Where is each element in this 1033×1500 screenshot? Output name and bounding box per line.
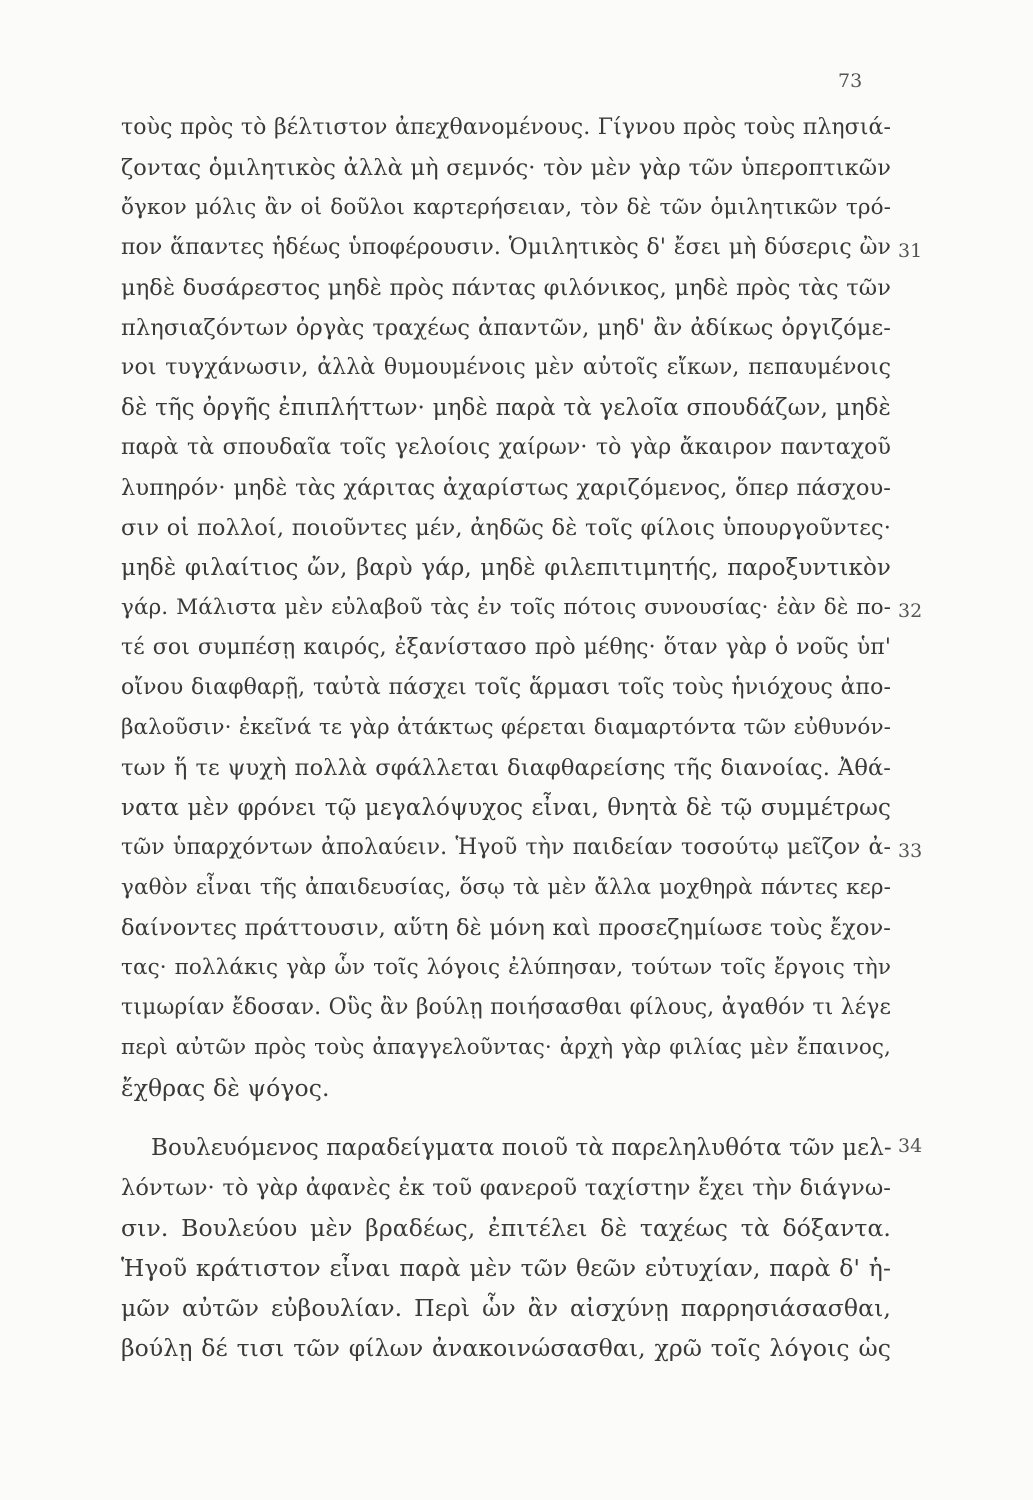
text-line: περὶ αὐτῶν πρὸς τοὺς ἀπαγγελοῦντας· ἀρχὴ γὰρ φιλίας μὲν ἔπαινος, <box>121 1035 891 1060</box>
text-line: των ἥ τε ψυχὴ πολλὰ σφάλλεται διαφθαρείσης τῆς διανοίας. Ἀθά- <box>121 755 891 781</box>
text-line: νοι τυγχάνωσιν, ἀλλὰ θυμουμένοις μὲν αὐτοῖς εἴκων, πεπαυμένοις <box>121 355 891 380</box>
text-line: νατα μὲν φρόνει τῷ μεγαλόψυχος εἶναι, θνητὰ δὲ τῷ συμμέτρως <box>121 795 891 821</box>
text-line: Ἡγοῦ κράτιστον εἶναι παρὰ μὲν τῶν θεῶν εὐτυχίαν, παρὰ δ' ἡ- <box>121 1254 891 1282</box>
text-line: τῶν ὑπαρχόντων ἀπολαύειν. Ἡγοῦ τὴν παιδείαν τοσούτῳ μεῖζον ἀ- <box>121 835 891 860</box>
text-line: οἴνου διαφθαρῇ, ταὐτὰ πάσχει τοῖς ἅρμασι τοῖς τοὺς ἡνιόχους ἀπο- <box>121 675 891 700</box>
text-line: βούλῃ δέ τισι τῶν φίλων ἀνακοινώσασθαι, χρῶ τοῖς λόγοις ὡς <box>121 1334 891 1362</box>
text-line: δαίνοντες πράττουσιν, αὕτη δὲ μόνη καὶ προσεζημίωσε τοὺς ἔχον- <box>121 915 891 941</box>
paragraph-1 <box>121 108 891 1108</box>
text-line: τιμωρίαν ἔδοσαν. Οὓς ἂν βούλῃ ποιήσασθαι φίλους, ἀγαθόν τι λέγε <box>121 995 891 1020</box>
text-line: τέ σοι συμπέσῃ καιρός, ἐξανίστασο πρὸ μέθης· ὅταν γὰρ ὁ νοῦς ὑπ' <box>121 635 891 660</box>
text-line: λυπηρόν· μηδὲ τὰς χάριτας ἀχαρίστως χαριζόμενος, ὅπερ πάσχου- <box>121 475 891 501</box>
text-line: ὄγκον μόλις ἂν οἱ δοῦλοι καρτερήσειαν, τὸν δὲ τῶν ὁμιλητικῶν τρό- <box>121 195 891 220</box>
paragraph-2 <box>121 1128 891 1368</box>
text-line: σιν. Βουλεύου μὲν βραδέως, ἐπιτέλει δὲ ταχέως τὰ δόξαντα. <box>121 1214 891 1242</box>
text-line: Βουλευόμενος παραδείγματα ποιοῦ τὰ παρεληλυθότα τῶν μελ- <box>151 1135 892 1161</box>
text-line: τοὺς πρὸς τὸ βέλτιστον ἀπεχθανομένους. Γίγνου πρὸς τοὺς πλησιά- <box>121 115 891 140</box>
text-line: γαθὸν εἶναι τῆς ἀπαιδευσίας, ὅσῳ τὰ μὲν ἄλλα μοχθηρὰ πάντες κερ- <box>121 875 891 900</box>
section-number-31: 31 <box>898 240 923 262</box>
text-line: πλησιαζόντων ὀργὰς τραχέως ἀπαντῶν, μηδ' ἂν ἀδίκως ὀργιζόμε- <box>121 315 891 341</box>
text-line: ἔχθρας δὲ ψόγος. <box>121 1074 330 1102</box>
text-line: σιν οἱ πολλοί, ποιοῦντες μέν, ἀηδῶς δὲ τοῖς φίλοις ὑπουργοῦντες· <box>121 515 891 541</box>
text-line: παρὰ τὰ σπουδαῖα τοῖς γελοίοις χαίρων· τὸ γὰρ ἄκαιρον πανταχοῦ <box>121 435 891 460</box>
text-line: πον ἅπαντες ἡδέως ὑποφέρουσιν. Ὁμιλητικὸς δ' ἔσει μὴ δύσερις ὢν <box>121 235 891 260</box>
text-line: δὲ τῆς ὀργῆς ἐπιπλήττων· μηδὲ παρὰ τὰ γελοῖα σπουδάζων, μηδὲ <box>121 395 891 421</box>
section-number-34: 34 <box>898 1135 923 1157</box>
text-line: μηδὲ δυσάρεστος μηδὲ πρὸς πάντας φιλόνικος, μηδὲ πρὸς τὰς τῶν <box>121 275 891 301</box>
text-line: μηδὲ φιλαίτιος ὤν, βαρὺ γάρ, μηδὲ φιλεπιτιμητής, παροξυντικὸν <box>121 555 891 581</box>
text-line: βαλοῦσιν· ἐκεῖνά τε γὰρ ἀτάκτως φέρεται διαμαρτόντα τῶν εὐθυνόν- <box>121 715 891 740</box>
text-line: μῶν αὐτῶν εὐβουλίαν. Περὶ ὧν ἂν αἰσχύνῃ παρρησιάσασθαι, <box>121 1294 891 1322</box>
page-number: 73 <box>838 70 863 92</box>
text-line: ζοντας ὁμιλητικὸς ἀλλὰ μὴ σεμνός· τὸν μὲν γὰρ τῶν ὑπεροπτικῶν <box>121 155 891 181</box>
text-line: λόντων· τὸ γὰρ ἀφανὲς ἐκ τοῦ φανεροῦ ταχίστην ἔχει τὴν διάγνω- <box>121 1175 891 1201</box>
section-number-32: 32 <box>898 600 923 622</box>
section-number-33: 33 <box>898 840 923 862</box>
text-line: τας· πολλάκις γὰρ ὧν τοῖς λόγοις ἐλύπησαν, τούτων τοῖς ἔργοις τὴν <box>121 955 891 980</box>
text-line: γάρ. Μάλιστα μὲν εὐλαβοῦ τὰς ἐν τοῖς πότοις συνουσίας· ἐὰν δὲ πο- <box>121 595 891 620</box>
